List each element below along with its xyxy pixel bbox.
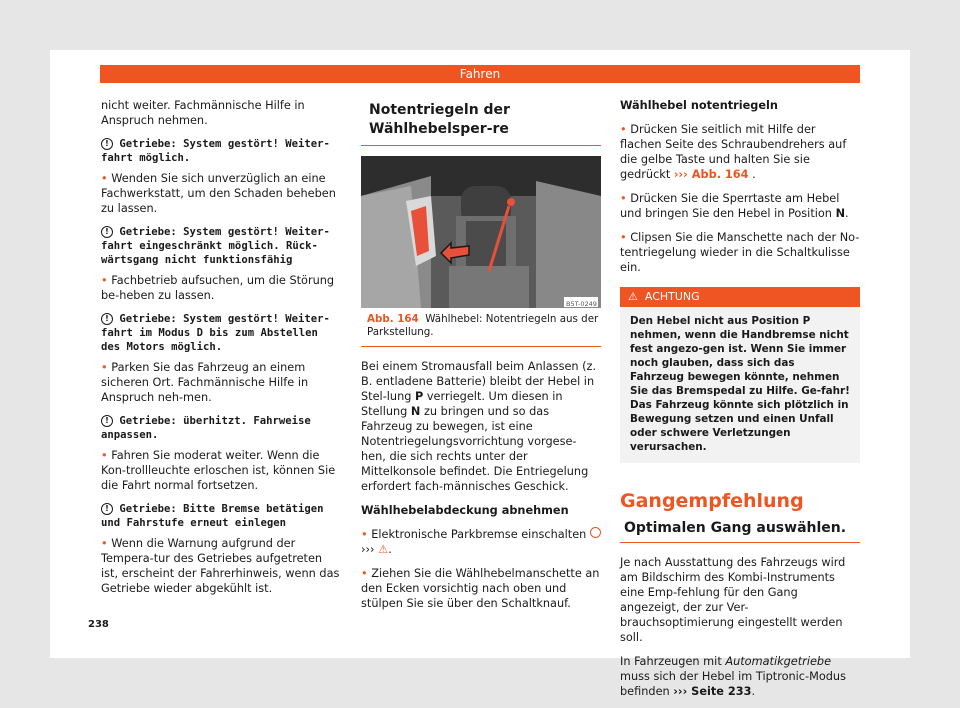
bullet-item	[101, 360, 341, 405]
text: In Fahrzeugen mit	[620, 655, 726, 668]
exclamation-circle-icon: !	[101, 226, 113, 238]
bullet-text: Drücken Sie seitlich mit Hilfe der flachen Seite des Schraubendrehers auf die gelbe Taste und halten Sie sie gedrückt	[620, 123, 847, 181]
body-paragraph	[361, 359, 601, 494]
chapter-title: Gangempfehlung	[620, 490, 804, 512]
bullet-item	[361, 566, 601, 611]
bullet-text: Wenden Sie sich unverzüglich an eine Fachwerkstatt, um den Schaden beheben zu lassen.	[101, 172, 336, 215]
section-header: Fahren	[100, 65, 860, 83]
position-p: P	[415, 390, 424, 403]
body-paragraph	[620, 654, 860, 699]
italic-term: Automatikgetriebe	[725, 655, 832, 668]
warning-triangle-icon: ⚠	[628, 290, 638, 303]
position-n: N	[410, 405, 421, 418]
message-title	[101, 137, 341, 165]
warning-triangle-icon: ⚠	[378, 543, 389, 556]
figure-link[interactable]: ››› Abb. 164	[673, 168, 749, 181]
bullet-text: Ziehen Sie die Wählhebelmanschette an den Ecken vorsichtig nach oben und stülpen Sie sie über den Schaltknauf.	[361, 567, 600, 610]
message-title-text: Getriebe: System gestört! Weiter-fahrt möglich.	[101, 138, 330, 164]
column-3	[620, 98, 860, 708]
bullet-text: Parken Sie das Fahrzeug an einem sicheren Ort. Fachmännische Hilfe in Anspruch neh-men.	[101, 361, 309, 404]
caption-text: Wählhebel: Notentriegeln aus der Parkstellung.	[367, 313, 599, 338]
warning-text: Den Hebel nicht aus Position P nehmen, wenn die Handbremse nicht fest angezo-gen ist. Wenn Sie immer noch glauben, dass sich das Fahrzeug bewegen könnte, nehmen Sie das Bremspedal zu Hilfe. Ge-fahr! Das Fahrzeug könnte sich plötzlich in Bewegung setzen und einen Unfall oder schwere Verletzungen verursachen.	[620, 307, 860, 463]
bullet-text: Fahren Sie moderat weiter. Wenn die Kon-trollleuchte erloschen ist, können Sie die Fahrt normal fortsetzen.	[101, 449, 336, 492]
figure-code: B5T-0249	[566, 300, 597, 308]
bullet-text: Elektronische Parkbremse einschalten	[371, 528, 587, 541]
bullet-icon: •	[101, 361, 112, 374]
exclamation-circle-icon: !	[101, 313, 113, 325]
message-title-text: Getriebe: Bitte Bremse betätigen und Fahrstufe erneut einlegen	[101, 503, 324, 529]
text: zu bringen und so das Fahrzeug zu bewegen, ist eine Notentriegelungsvorrichtung vorgese-hen, die sich rechts unter der Mittelkonsole befindet. Die Entriegelung erfordert fach-männisches Geschick.	[361, 405, 589, 493]
text: muss sich der Hebel im Tiptronic-Modus befinden	[620, 670, 846, 698]
subheading: Wählhebelabdeckung abnehmen	[361, 504, 569, 517]
gear-lever-illustration	[361, 156, 601, 308]
gear-lever-figure	[361, 156, 601, 308]
intro-text: nicht weiter. Fachmännische Hilfe in Anspruch nehmen.	[101, 99, 305, 127]
bullet-item	[101, 536, 341, 596]
figure-ref: Abb. 164	[367, 313, 419, 325]
position-n: N	[835, 207, 846, 220]
parking-brake-icon	[590, 527, 601, 538]
bullet-icon: •	[101, 449, 112, 462]
page-link[interactable]: ››› Seite 233	[673, 685, 752, 698]
bullet-item	[101, 448, 341, 493]
warning-title: ACHTUNG	[644, 290, 700, 303]
bullet-text: Fachbetrieb aufsuchen, um die Störung be-heben zu lassen.	[101, 274, 335, 302]
bullet-item	[620, 230, 860, 275]
message-title-text: Getriebe: System gestört! Weiter-fahrt eingeschränkt möglich. Rück-wärtsgang nicht funktionsfähig	[101, 226, 330, 266]
bullet-item: • Drücken Sie die Sperrtaste am Hebel und bringen Sie den Hebel in Position N.	[620, 192, 849, 220]
message-title-text: Getriebe: überhitzt. Fahrweise anpassen.	[101, 415, 311, 441]
bullet-icon: •	[361, 567, 368, 580]
body-paragraph: Je nach Ausstattung des Fahrzeugs wird am Bildschirm des Kombi-Instruments eine Emp-fehlung für den Gang angezeigt, der zur Ver-brauchsoptimierung eingestellt werden soll.	[620, 556, 846, 644]
bullet-item: • Elektronische Parkbremse einschalten ››› ⚠.	[361, 527, 601, 557]
exclamation-circle-icon: !	[101, 503, 113, 515]
text: .	[751, 685, 756, 698]
ref-arrows: ›››	[361, 543, 375, 556]
exclamation-circle-icon: !	[101, 138, 113, 150]
text: verriegelt. Um diesen in Stellung	[361, 390, 563, 418]
column-1	[101, 98, 341, 605]
bullet-icon: •	[620, 192, 627, 205]
subheading: Wählhebel notentriegeln	[620, 99, 778, 112]
figure-caption	[361, 308, 601, 347]
exclamation-circle-icon: !	[101, 415, 113, 427]
bullet-icon: •	[101, 274, 112, 287]
section-heading: Optimalen Gang auswählen.	[620, 513, 860, 543]
bullet-item	[101, 273, 341, 303]
bullet-icon: •	[620, 123, 627, 136]
message-title-text: Getriebe: System gestört! Weiter-fahrt im Modus D bis zum Abstellen des Motors möglich.	[101, 313, 330, 353]
page-number: 238	[88, 619, 109, 630]
message-title	[101, 502, 341, 530]
warning-box	[620, 287, 860, 463]
warning-header	[620, 287, 860, 307]
bullet-item	[101, 171, 341, 216]
bullet-text: Wenn die Warnung aufgrund der Tempera-tur des Getriebes aufgetreten ist, erscheint der Fahrerhinweis, wenn das Getriebe wieder abgekühlt ist.	[101, 537, 340, 595]
bullet-icon: •	[620, 231, 627, 244]
text: Bei einem Stromausfall beim Anlassen (z. B. entladene Batterie) bleibt der Hebel in Stel-lung	[361, 360, 597, 403]
bullet-text: Drücken Sie die Sperrtaste am Hebel und bringen Sie den Hebel in Position	[620, 192, 840, 220]
bullet-icon: •	[361, 528, 368, 541]
bullet-icon: •	[101, 537, 112, 550]
message-title	[101, 414, 341, 442]
bullet-item: • Drücken Sie seitlich mit Hilfe der flachen Seite des Schraubendrehers auf die gelbe Taste und halten Sie sie gedrückt ››› Abb. 164 .	[620, 123, 847, 181]
column-2	[361, 98, 601, 620]
warning-message-list	[101, 137, 341, 596]
message-title	[101, 225, 341, 267]
message-title	[101, 312, 341, 354]
bullet-icon: •	[101, 172, 112, 185]
bullet-text: Clipsen Sie die Manschette nach der No-tentriegelung wieder in die Schaltkulisse ein.	[620, 231, 860, 274]
section-heading: Notentriegeln der Wählhebelsper-re	[361, 98, 601, 146]
